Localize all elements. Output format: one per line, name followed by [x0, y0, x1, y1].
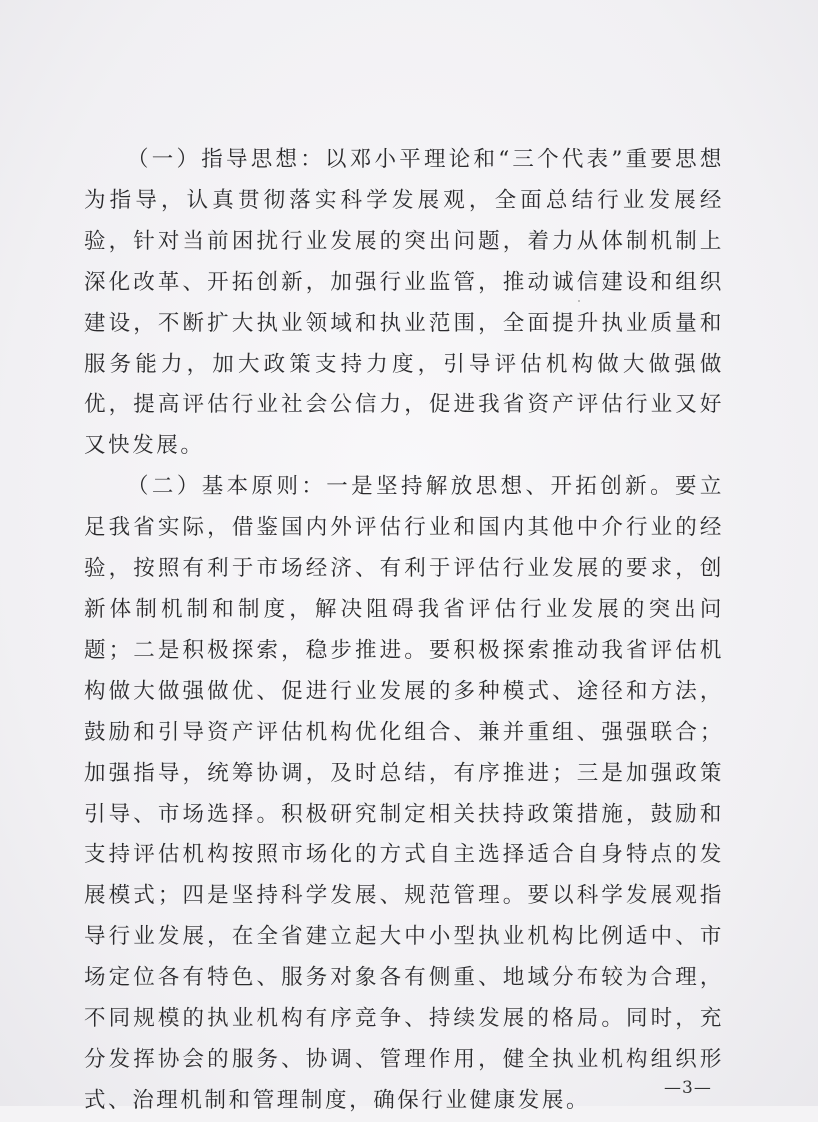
document-body — [84, 140, 724, 1122]
paragraph-guiding-ideology: （一）指导思想：以邓小平理论和“三个代表”重要思想为指导，认真贯彻落实科学发展观，全面总结行业发展经验，针对当前困扰行业发展的突出问题，着力从体制机制上深化改革、开拓创新，加强行业监管，推动诚信建设和组织建设，不断扩大执业领域和执业范围，全面提升执业质量和服务能力，加大政策支持力度，引导评估机构做大做强做优，提高评估行业社会公信力，促进我省资产评估行业又好又快发展。 — [84, 147, 724, 459]
paragraph-basic-principles: （二）基本原则：一是坚持解放思想、开拓创新。要立足我省实际，借鉴国内外评估行业和国内其他中介行业的经验，按照有利于市场经济、有利于评估行业发展的要求，创新体制机制和制度，解决阻碍我省评估行业发展的突出问题；二是积极探索，稳步推进。要积极探索推动我省评估机构做大做强做优、促进行业发展的多种模式、途径和方法，鼓励和引导资产评估机构优化组合、兼并重组、强强联合；加强指导，统筹协调，及时总结，有序推进；三是加强政策引导、市场选择。积极研究制定相关扶持政策措施，鼓励和支持评估机构按照市场化的方式自主选择适合自身特点的发展模式；四是坚持科学发展、规范管理。要以科学发展观指导行业发展，在全省建立起大中小型执业机构比例适中、市场定位各有特色、服务对象各有侧重、地域分布较为合理，不同规模的执业机构有序竞争、持续发展的格局。同时，充分发挥协会的服务、协调、管理作用，健全执业机构组织形式、治理机制和管理制度，确保行业健康发展。 — [84, 474, 724, 1113]
page-number: —3— — [664, 1078, 712, 1098]
